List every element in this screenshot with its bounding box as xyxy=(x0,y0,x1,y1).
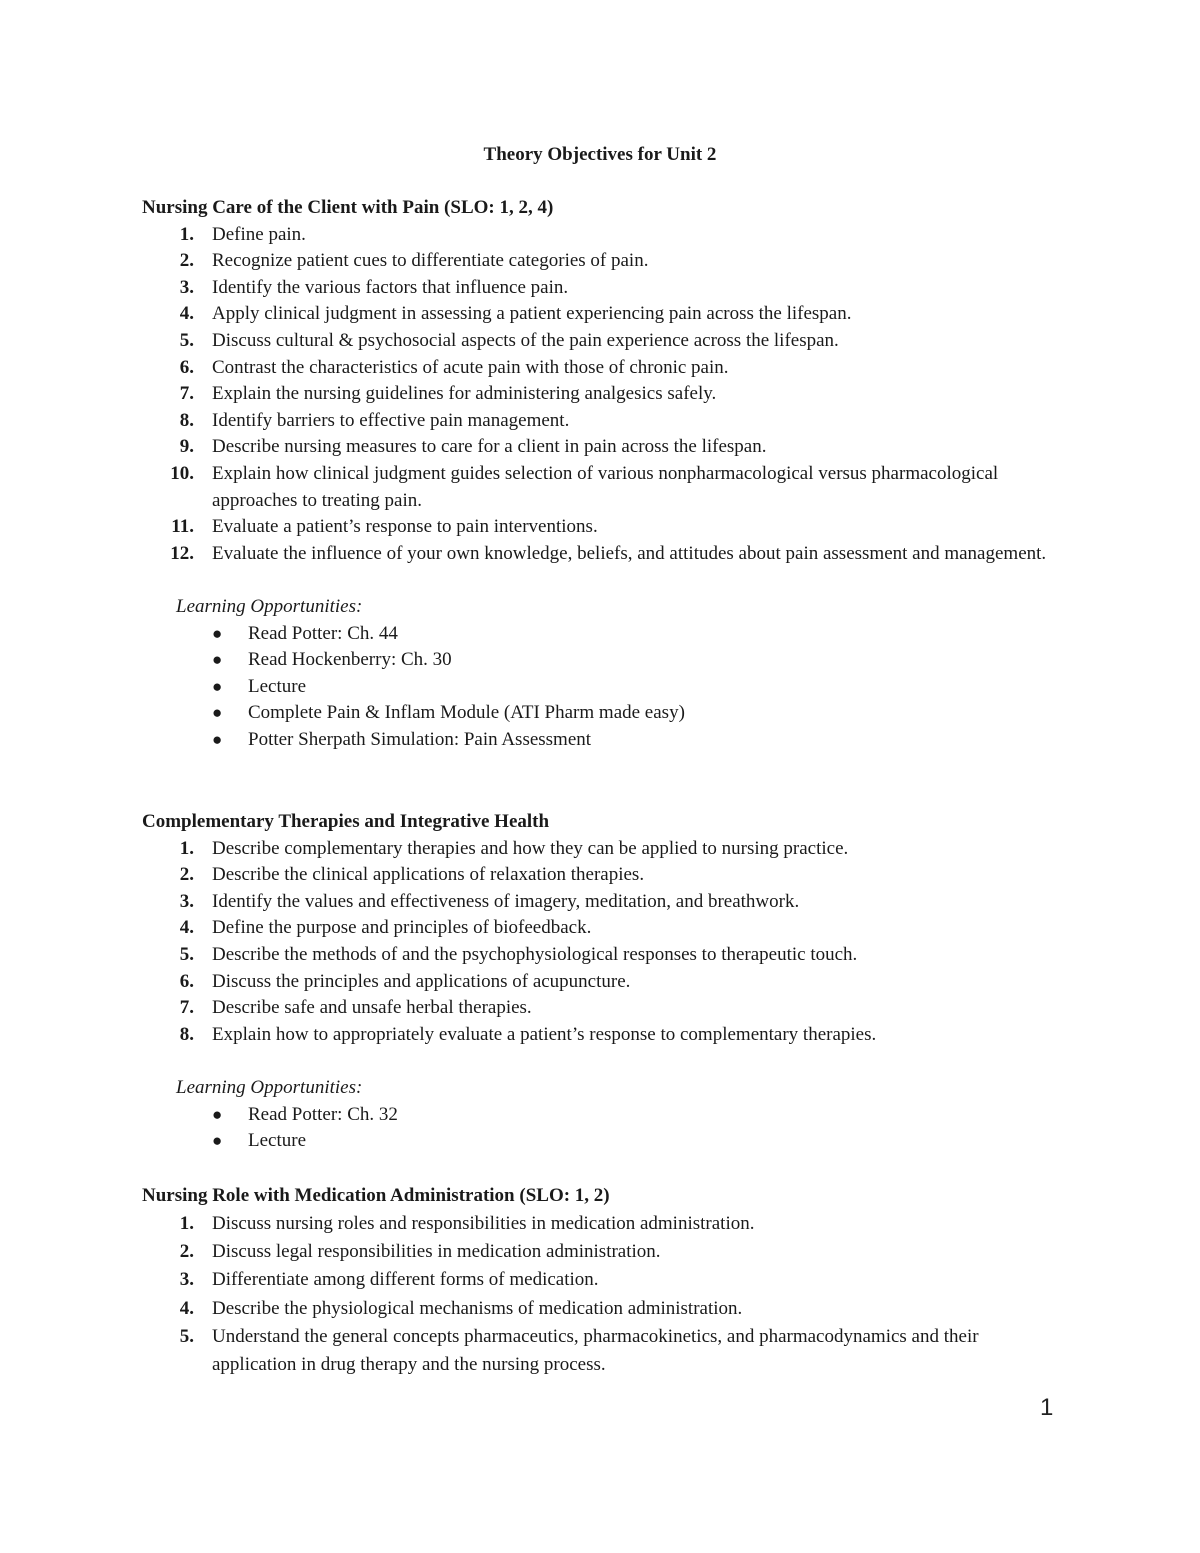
item-text: Understand the general concepts pharmaceutics, pharmacokinetics, and pharmacodynamics and their application in drug therapy and the nursing process. xyxy=(212,1325,979,1376)
item-text: Describe the clinical applications of relaxation therapies. xyxy=(212,864,645,886)
learning-opportunities-list xyxy=(142,1102,1062,1155)
item-text: Read Hockenberry: Ch. 30 xyxy=(248,649,452,671)
learning-opportunities-list xyxy=(142,621,1062,754)
item-text: Discuss nursing roles and responsibilities in medication administration. xyxy=(212,1213,755,1234)
item-text: Describe complementary therapies and how they can be applied to nursing practice. xyxy=(212,837,849,859)
list-item xyxy=(142,434,1062,461)
item-number: 2. xyxy=(179,1241,194,1263)
item-text: Identify the various factors that influence pain. xyxy=(212,276,569,298)
item-number: 10. xyxy=(170,462,194,484)
list-item xyxy=(142,836,1062,863)
item-text: Discuss cultural & psychosocial aspects of the pain experience across the lifespan. xyxy=(212,329,839,351)
item-number: 5. xyxy=(179,943,194,965)
list-item xyxy=(142,1128,1062,1155)
list-item xyxy=(142,408,1062,435)
item-text: Describe the methods of and the psychophysiological responses to therapeutic touch. xyxy=(212,943,858,965)
list-item xyxy=(142,541,1062,568)
item-number: 1. xyxy=(179,1213,194,1234)
item-text: Explain the nursing guidelines for administering analgesics safely. xyxy=(212,383,717,405)
item-number: 5. xyxy=(179,329,194,351)
list-item xyxy=(142,222,1062,249)
list-item xyxy=(142,1022,1062,1049)
list-item xyxy=(142,1102,1062,1129)
item-number: 12. xyxy=(170,542,194,564)
item-text: Lecture xyxy=(248,1130,307,1152)
item-number: 3. xyxy=(179,890,194,912)
section-medication-administration xyxy=(142,1182,1062,1379)
item-number: 1. xyxy=(179,223,194,245)
item-text: Explain how to appropriately evaluate a patient’s response to complementary therapies. xyxy=(212,1023,877,1045)
item-text: Differentiate among different forms of medication. xyxy=(212,1269,599,1291)
section-complementary-therapies xyxy=(142,809,1062,1155)
item-number: 2. xyxy=(179,250,194,272)
bullet-icon: ● xyxy=(212,1104,223,1124)
list-item xyxy=(142,248,1062,275)
list-item xyxy=(142,1210,1062,1238)
section-heading: Complementary Therapies and Integrative Health xyxy=(142,811,550,832)
section-heading: Nursing Care of the Client with Pain (SLO: 1, 2, 4) xyxy=(142,197,554,218)
objectives-list xyxy=(142,1210,1062,1379)
item-text: Read Potter: Ch. 44 xyxy=(248,622,398,644)
item-number: 7. xyxy=(179,383,194,405)
item-number: 2. xyxy=(179,864,194,886)
item-text: Evaluate a patient’s response to pain interventions. xyxy=(212,516,598,538)
item-text: Evaluate the influence of your own knowledge, beliefs, and attitudes about pain assessment and management. xyxy=(212,542,1047,564)
list-item xyxy=(142,461,1062,514)
item-text: Define pain. xyxy=(212,223,306,245)
bullet-icon: ● xyxy=(212,623,223,643)
list-item xyxy=(142,355,1062,382)
objectives-list xyxy=(142,836,1062,1049)
list-item xyxy=(142,647,1062,674)
list-item xyxy=(142,995,1062,1022)
item-number: 5. xyxy=(179,1325,194,1347)
item-number: 11. xyxy=(171,516,194,538)
item-number: 8. xyxy=(179,409,194,431)
item-number: 1. xyxy=(179,837,194,859)
item-text: Read Potter: Ch. 32 xyxy=(248,1103,398,1125)
bullet-icon: ● xyxy=(212,1131,223,1151)
learning-opportunities-label: Learning Opportunities: xyxy=(176,1076,363,1098)
item-text: Complete Pain & Inflam Module (ATI Pharm made easy) xyxy=(248,702,685,724)
item-text: Discuss legal responsibilities in medication administration. xyxy=(212,1241,661,1263)
list-item xyxy=(142,328,1062,355)
list-item xyxy=(142,301,1062,328)
list-item xyxy=(142,381,1062,408)
item-number: 6. xyxy=(179,970,194,992)
bullet-icon: ● xyxy=(212,703,223,723)
list-item xyxy=(142,674,1062,701)
item-text: Describe the physiological mechanisms of medication administration. xyxy=(212,1297,743,1319)
item-number: 6. xyxy=(179,356,194,378)
section-heading: Nursing Role with Medication Administration (SLO: 1, 2) xyxy=(142,1185,610,1206)
list-item xyxy=(142,700,1062,727)
item-text: Explain how clinical judgment guides selection of various nonpharmacological versus pharmacological approaches to treating pain. xyxy=(212,462,999,511)
item-number: 9. xyxy=(179,436,194,458)
item-number: 4. xyxy=(179,917,194,939)
list-item xyxy=(142,621,1062,648)
item-text: Discuss the principles and applications of acupuncture. xyxy=(212,970,631,992)
item-text: Identify the values and effectiveness of imagery, meditation, and breathwork. xyxy=(212,890,800,912)
list-item xyxy=(142,1323,1062,1379)
item-text: Potter Sherpath Simulation: Pain Assessment xyxy=(248,728,592,750)
page-number: 1 xyxy=(1040,1394,1054,1421)
bullet-icon: ● xyxy=(212,650,223,670)
list-item xyxy=(142,1295,1062,1323)
list-item xyxy=(142,514,1062,541)
bullet-icon: ● xyxy=(212,729,223,749)
list-item xyxy=(142,727,1062,754)
list-item xyxy=(142,942,1062,969)
item-number: 7. xyxy=(179,997,194,1019)
learning-opportunities-label: Learning Opportunities: xyxy=(176,595,363,617)
item-text: Identify barriers to effective pain management. xyxy=(212,409,570,431)
item-text: Describe safe and unsafe herbal therapies. xyxy=(212,997,532,1019)
list-item xyxy=(142,889,1062,916)
list-item xyxy=(142,1238,1062,1266)
item-text: Recognize patient cues to differentiate categories of pain. xyxy=(212,250,649,272)
list-item xyxy=(142,1266,1062,1294)
item-text: Describe nursing measures to care for a client in pain across the lifespan. xyxy=(212,436,767,458)
list-item xyxy=(142,915,1062,942)
item-number: 3. xyxy=(179,276,194,298)
item-text: Define the purpose and principles of biofeedback. xyxy=(212,917,592,939)
list-item xyxy=(142,275,1062,302)
document-title: Theory Objectives for Unit 2 xyxy=(483,144,717,165)
item-number: 3. xyxy=(179,1269,194,1291)
list-item xyxy=(142,969,1062,996)
item-text: Contrast the characteristics of acute pain with those of chronic pain. xyxy=(212,356,729,378)
item-text: Apply clinical judgment in assessing a patient experiencing pain across the lifespan. xyxy=(212,303,852,325)
list-item xyxy=(142,862,1062,889)
item-number: 4. xyxy=(179,1297,194,1319)
bullet-icon: ● xyxy=(212,676,223,696)
section-pain xyxy=(142,195,1062,753)
item-number: 8. xyxy=(179,1023,194,1045)
item-number: 4. xyxy=(179,303,194,325)
objectives-list xyxy=(142,222,1062,568)
item-text: Lecture xyxy=(248,675,307,697)
